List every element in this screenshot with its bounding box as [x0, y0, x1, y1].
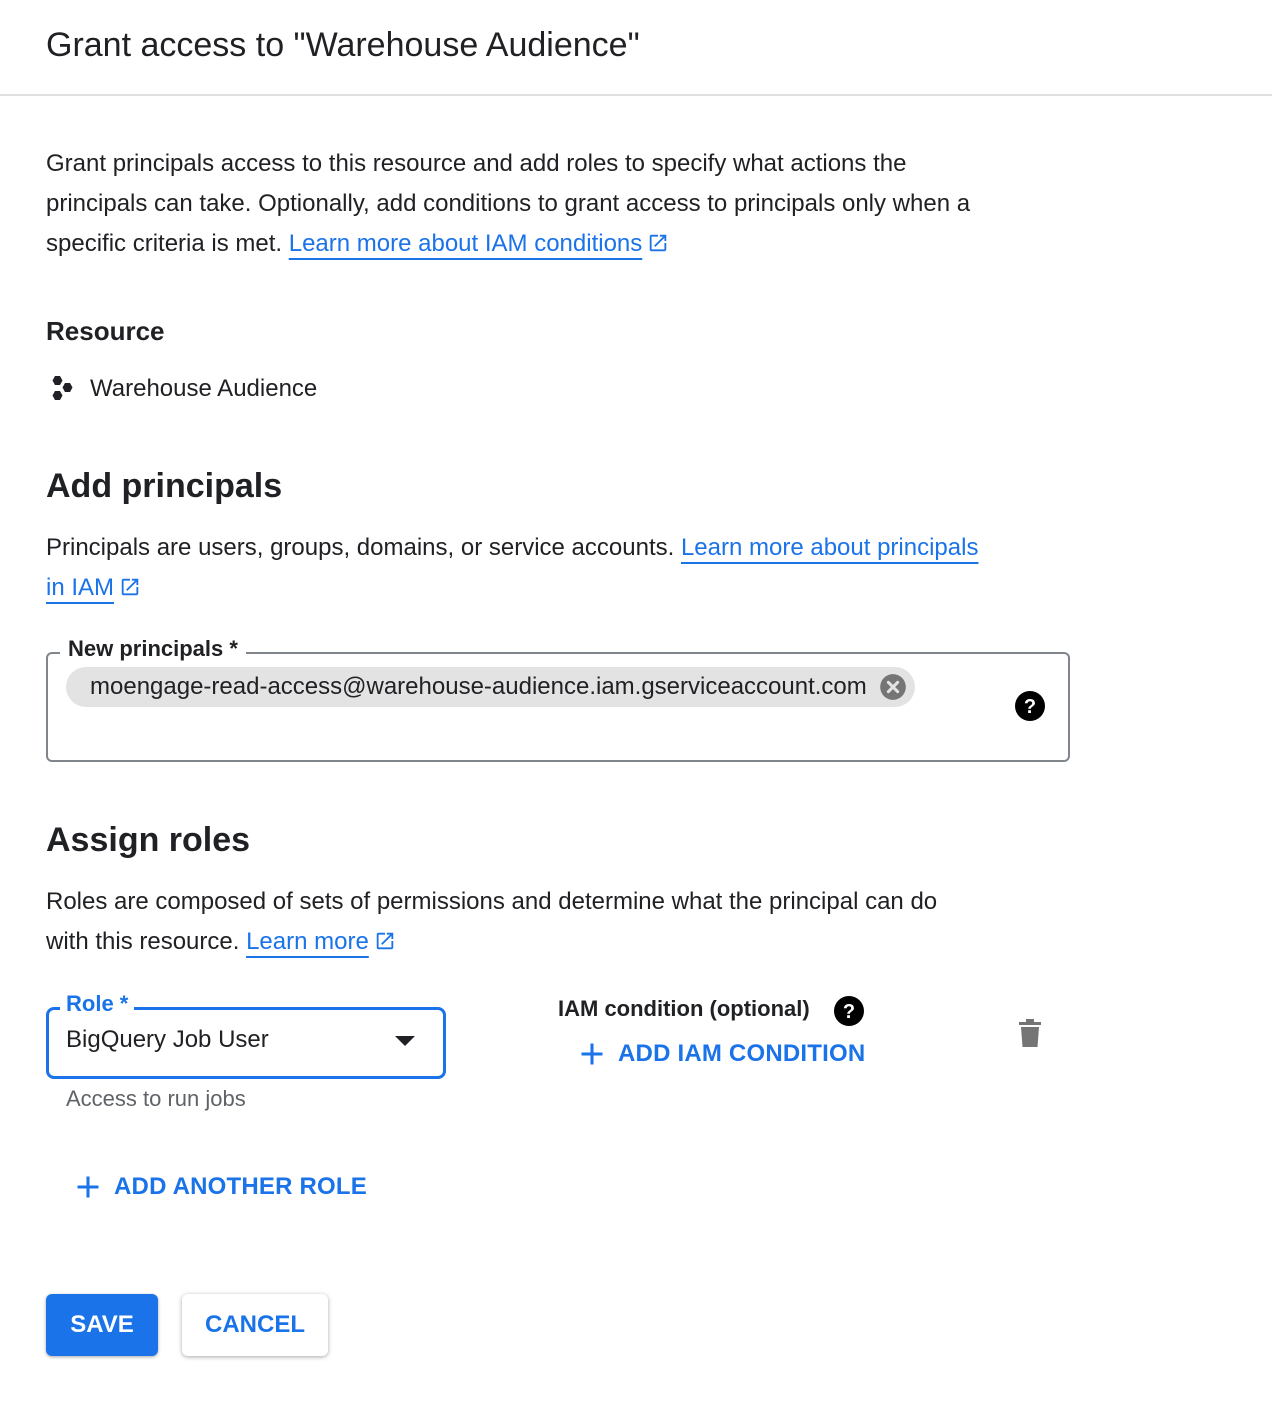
dropdown-arrow-icon[interactable]	[395, 1036, 415, 1046]
external-link-icon	[119, 576, 141, 598]
remove-chip-icon[interactable]	[879, 673, 907, 701]
role-label: Role *	[60, 991, 134, 1017]
resource-row	[48, 372, 317, 406]
svg-text:?: ?	[1023, 695, 1037, 718]
delete-icon[interactable]	[1018, 1018, 1042, 1048]
resource-name: Warehouse Audience	[90, 375, 318, 402]
role-value: BigQuery Job User	[66, 1026, 269, 1053]
add-iam-condition-button[interactable]: ADD IAM CONDITION	[578, 1040, 865, 1068]
iam-condition-label: IAM condition (optional)	[558, 996, 810, 1021]
dialog-title: Grant access to "Warehouse Audience"	[46, 26, 640, 64]
svg-text:?: ?	[842, 1000, 856, 1023]
principal-chip	[66, 667, 915, 707]
external-link-icon	[647, 232, 669, 254]
save-button[interactable]: SAVE	[46, 1294, 158, 1356]
new-principals-label: New principals *	[60, 636, 246, 662]
cancel-button[interactable]: CANCEL	[182, 1294, 328, 1356]
roles-description	[46, 882, 1066, 962]
intro-line-3: specific criteria is met.	[46, 230, 283, 257]
intro-line-2: principals can take. Optionally, add conditions to grant access to principals only when a	[46, 190, 971, 217]
roles-learn-more-link[interactable]: Learn more	[246, 928, 369, 955]
add-principals-heading: Add principals	[46, 467, 283, 505]
principals-description-text: Principals are users, groups, domains, or service accounts.	[46, 534, 675, 561]
external-link-icon	[374, 930, 396, 952]
principals-description	[46, 528, 1066, 608]
roles-description-line-1: Roles are composed of sets of permissions and determine what the principal can do	[46, 888, 938, 915]
help-icon[interactable]	[1015, 691, 1045, 721]
add-another-role-button[interactable]: ADD ANOTHER ROLE	[74, 1173, 367, 1201]
role-hint: Access to run jobs	[66, 1086, 246, 1111]
plus-icon	[578, 1040, 606, 1068]
help-icon[interactable]	[834, 996, 864, 1026]
intro-text	[46, 144, 1066, 264]
principals-learn-more-link-cont[interactable]: in IAM	[46, 574, 115, 601]
resource-heading: Resource	[46, 316, 165, 346]
project-hexagon-icon	[48, 373, 78, 405]
iam-conditions-link[interactable]: Learn more about IAM conditions	[288, 230, 643, 257]
intro-line-1: Grant principals access to this resource and add roles to specify what actions the	[46, 150, 907, 177]
assign-roles-heading: Assign roles	[46, 821, 251, 859]
roles-description-line-2: with this resource.	[46, 928, 240, 955]
principal-chip-label: moengage-read-access@warehouse-audience.iam.gserviceaccount.com	[90, 673, 867, 700]
plus-icon	[74, 1173, 102, 1201]
principals-learn-more-link[interactable]: Learn more about principals	[680, 534, 979, 561]
